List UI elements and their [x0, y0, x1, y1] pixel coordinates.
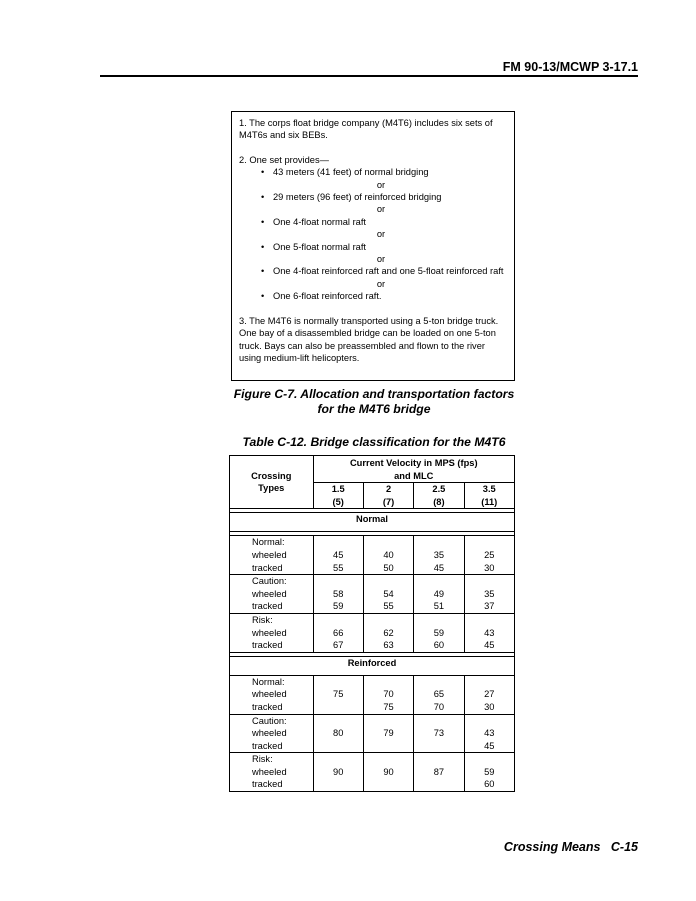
crossing-condition: Normal: [252, 537, 285, 548]
mlc-value [314, 740, 363, 753]
header-rule [100, 75, 638, 77]
cell-spacer [314, 614, 363, 627]
mlc-cell [363, 613, 413, 652]
cell-spacer [314, 676, 363, 689]
mlc-cell [464, 714, 514, 753]
mlc-value: 60 [433, 640, 445, 651]
mlc-cell [464, 536, 514, 575]
mlc-value: 90 [383, 766, 394, 777]
mlc-value: 65 [433, 689, 445, 700]
vehicle-type: tracked [252, 701, 283, 712]
cell-spacer [364, 614, 413, 627]
mlc-value: 66 [333, 627, 344, 638]
mlc-value: 55 [333, 562, 344, 573]
cell-spacer [364, 715, 413, 728]
figure-or: or [376, 204, 386, 215]
mlc-value: 59 [333, 601, 344, 612]
cell-spacer [364, 536, 413, 549]
mlc-value: 60 [484, 779, 495, 790]
cell-spacer [465, 676, 514, 689]
table-row [230, 613, 515, 652]
mlc-value: 25 [484, 549, 495, 560]
table-row [230, 536, 515, 575]
figure-caption: Figure C-7. Allocation and transportation factors for the M4T6 bridge [233, 387, 515, 416]
cell-spacer [414, 753, 463, 766]
cell-spacer [414, 676, 463, 689]
mlc-value: 35 [433, 549, 445, 560]
table-row [230, 675, 515, 714]
table-row [230, 714, 515, 753]
cell-spacer [465, 536, 514, 549]
cell-spacer [364, 753, 413, 766]
vehicle-type: wheeled [252, 689, 287, 700]
crossing-type-cell [230, 753, 314, 792]
mlc-value: 43 [484, 728, 495, 739]
figure-bullet: • 29 meters (96 feet) of reinforced bridging [261, 192, 442, 203]
mlc-value: 50 [383, 562, 394, 573]
mlc-value: 30 [484, 701, 495, 712]
table-row [230, 575, 515, 614]
cell-spacer [465, 715, 514, 728]
cell-spacer [314, 536, 363, 549]
mlc-cell [313, 753, 363, 792]
velocity-col-header: 3.5 (11) [464, 483, 514, 509]
mlc-cell [414, 613, 464, 652]
mlc-value [364, 740, 413, 753]
mlc-value: 67 [333, 640, 344, 651]
cell-spacer [414, 614, 463, 627]
mlc-value: 49 [433, 588, 445, 599]
section-title: Reinforced [230, 656, 515, 675]
mlc-cell [363, 714, 413, 753]
vehicle-type: wheeled [252, 766, 287, 777]
mlc-value: 58 [333, 588, 344, 599]
mlc-value: 90 [333, 766, 344, 777]
mlc-value: 51 [433, 601, 445, 612]
mlc-cell [464, 575, 514, 614]
crossing-condition: Caution: [252, 576, 287, 587]
cell-spacer [314, 575, 363, 588]
vehicle-type: wheeled [252, 588, 287, 599]
mlc-value: 80 [333, 728, 344, 739]
figure-bullet: • One 4-float normal raft [261, 216, 367, 227]
section-title: Normal [230, 513, 515, 532]
mlc-cell [313, 613, 363, 652]
vehicle-type: wheeled [252, 627, 287, 638]
mlc-value: 63 [383, 640, 394, 651]
mlc-value: 59 [484, 766, 495, 777]
velocity-col-header: 2 (7) [363, 483, 413, 509]
mlc-cell [313, 675, 363, 714]
crossing-type-cell [230, 714, 314, 753]
mlc-cell [363, 753, 413, 792]
table-row [230, 753, 515, 792]
mlc-value [414, 740, 463, 753]
mlc-value: 45 [484, 740, 495, 751]
mlc-value: 27 [484, 689, 495, 700]
figure-or: or [376, 179, 386, 190]
figure-bullet: • One 4-float reinforced raft and one 5-float reinforced raft [261, 266, 504, 277]
mlc-value: 30 [484, 562, 495, 573]
mlc-value [314, 701, 363, 714]
mlc-value: 55 [383, 601, 394, 612]
vehicle-type: tracked [252, 779, 283, 790]
cell-spacer [465, 753, 514, 766]
mlc-cell [414, 536, 464, 575]
figure-bullet: • One 6-float reinforced raft. [261, 291, 382, 302]
mlc-value: 70 [433, 701, 445, 712]
mlc-cell [464, 675, 514, 714]
mlc-value: 75 [333, 689, 344, 700]
crossing-type-cell [230, 675, 314, 714]
classification-table-wrap [229, 455, 515, 792]
mlc-value: 40 [383, 549, 394, 560]
cell-spacer [364, 676, 413, 689]
mlc-cell [363, 536, 413, 575]
cell-spacer [314, 753, 363, 766]
mlc-value [414, 778, 463, 791]
vehicle-type: tracked [252, 601, 283, 612]
mlc-value: 70 [383, 689, 394, 700]
cell-spacer [465, 575, 514, 588]
crossing-types-header: Crossing Types [230, 456, 314, 509]
vehicle-type: tracked [252, 740, 283, 751]
figure-box [231, 111, 515, 381]
mlc-cell [464, 613, 514, 652]
crossing-condition: Normal: [252, 676, 285, 687]
mlc-cell [313, 575, 363, 614]
figure-or: or [376, 278, 386, 289]
crossing-condition: Risk: [252, 614, 273, 625]
figure-para-1: 1. The corps float bridge company (M4T6) includes six sets of M4T6s and six BEBs. [239, 118, 493, 141]
cell-spacer [364, 575, 413, 588]
mlc-cell [414, 575, 464, 614]
vehicle-type: tracked [252, 562, 283, 573]
mlc-value: 45 [433, 562, 445, 573]
vehicle-type: tracked [252, 640, 283, 651]
cell-spacer [314, 715, 363, 728]
mlc-value: 87 [433, 766, 445, 777]
mlc-value: 35 [484, 588, 495, 599]
crossing-condition: Risk: [252, 754, 273, 765]
figure-or: or [376, 254, 386, 265]
mlc-value: 45 [333, 549, 344, 560]
mlc-value: 54 [383, 588, 394, 599]
figure-or: or [376, 229, 386, 240]
figure-para-3: 3. The M4T6 is normally transported using a 5-ton bridge truck. One bay of a disassembled bridge can be loaded on one 5-ton truck. Bays can also be preassembled and flown to the river using medium-lift helicopters. [239, 315, 499, 363]
classification-table [229, 455, 515, 792]
velocity-col-header: 1.5 (5) [313, 483, 363, 509]
mlc-cell [464, 753, 514, 792]
crossing-type-cell [230, 575, 314, 614]
mlc-cell [414, 753, 464, 792]
cell-spacer [465, 614, 514, 627]
mlc-value: 79 [383, 728, 394, 739]
figure-bullet-list [239, 166, 507, 302]
vehicle-type: wheeled [252, 549, 287, 560]
cell-spacer [414, 575, 463, 588]
mlc-cell [414, 714, 464, 753]
crossing-type-cell [230, 613, 314, 652]
figure-bullet: • 43 meters (41 feet) of normal bridging [261, 167, 429, 178]
figure-bullet: • One 5-float normal raft [261, 241, 367, 252]
mlc-cell [313, 714, 363, 753]
mlc-value: 73 [433, 728, 445, 739]
mlc-value: 75 [383, 701, 394, 712]
mlc-value: 45 [484, 640, 495, 651]
crossing-condition: Caution: [252, 715, 287, 726]
velocity-col-header: 2.5 (8) [414, 483, 464, 509]
figure-para-2-intro: 2. One set provides— [239, 154, 329, 165]
mlc-value: 37 [484, 601, 495, 612]
running-header: FM 90-13/MCWP 3-17.1 [502, 60, 638, 74]
mlc-value: 43 [484, 627, 495, 638]
mlc-cell [313, 536, 363, 575]
mlc-value: 62 [383, 627, 394, 638]
cell-spacer [414, 536, 463, 549]
table-caption: Table C-12. Bridge classification for the M4T6 [242, 435, 506, 449]
crossing-type-cell [230, 536, 314, 575]
cell-spacer [414, 715, 463, 728]
mlc-value [364, 778, 413, 791]
mlc-cell [363, 675, 413, 714]
mlc-value [314, 778, 363, 791]
mlc-cell [414, 675, 464, 714]
velocity-header: Current Velocity in MPS (fps) and MLC [313, 456, 514, 483]
vehicle-type: wheeled [252, 728, 287, 739]
page-footer: Crossing Means C-15 [503, 840, 638, 854]
mlc-value: 59 [433, 627, 445, 638]
mlc-cell [363, 575, 413, 614]
